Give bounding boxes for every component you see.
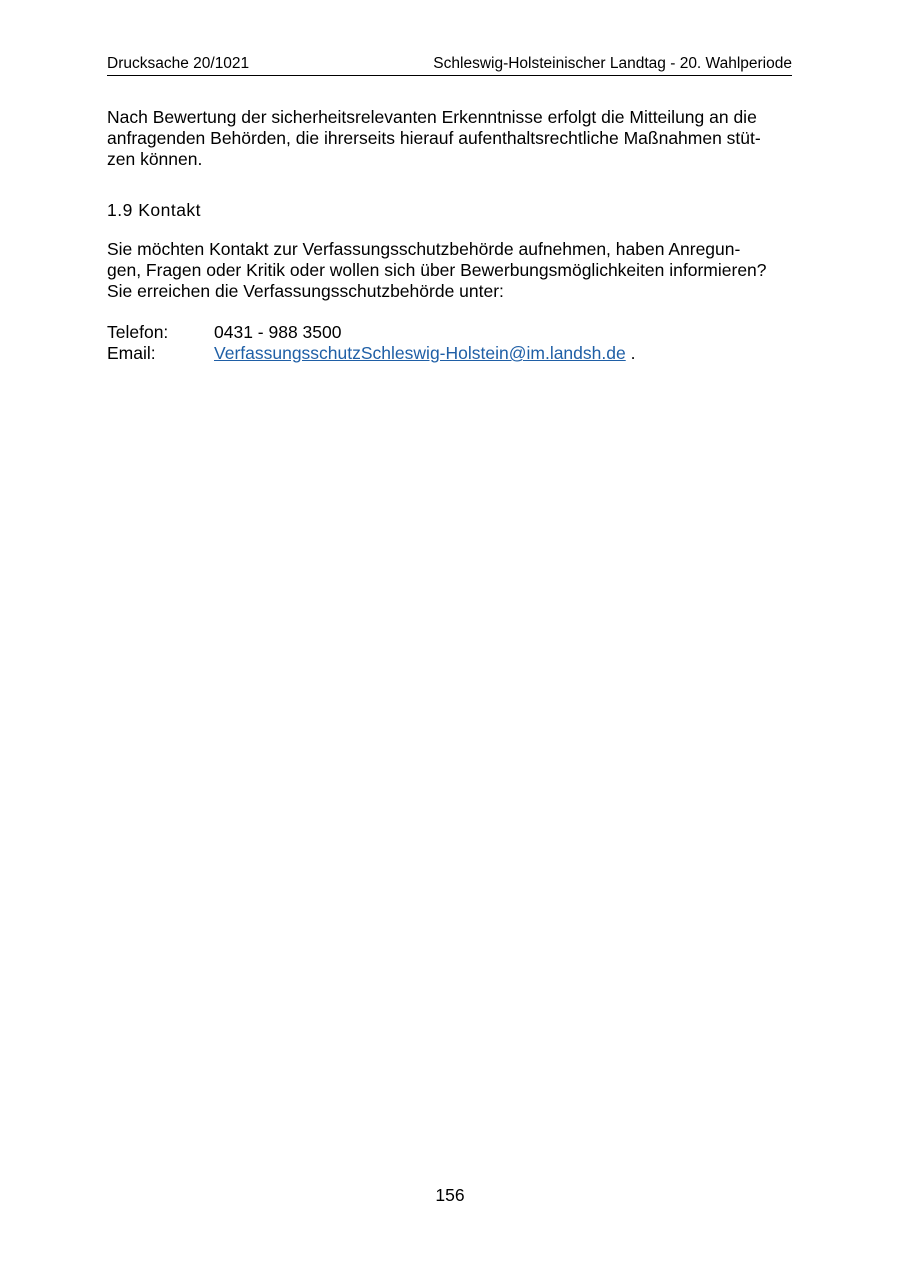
section-heading: 1.9 Kontakt (107, 200, 202, 220)
phone-label: Telefon: (107, 322, 169, 342)
contact-line: Sie möchten Kontakt zur Verfassungsschutzbehörde aufnehmen, haben Anregun- (107, 239, 741, 259)
contact-line: gen, Fragen oder Kritik oder wollen sich über Bewerbungsmöglichkeiten informieren? (107, 260, 767, 280)
email-label: Email: (107, 343, 156, 363)
parliament-period: Schleswig-Holsteinischer Landtag - 20. Wahlperiode (433, 55, 792, 72)
email-value-wrapper (214, 343, 635, 364)
email-suffix: . (625, 343, 636, 363)
intro-line: anfragenden Behörden, die ihrerseits hierauf aufenthaltsrechtliche Maßnahmen stüt- (107, 128, 761, 148)
intro-line: zen können. (107, 149, 203, 169)
contact-paragraph (107, 239, 807, 302)
page-header (107, 55, 792, 76)
email-link[interactable]: VerfassungsschutzSchleswig-Holstein@im.landsh.de (214, 343, 626, 363)
phone-value: 0431 - 988 3500 (214, 322, 342, 342)
contact-line: Sie erreichen die Verfassungsschutzbehörde unter: (107, 281, 504, 301)
document-number: Drucksache 20/1021 (107, 55, 250, 72)
page-number: 156 (435, 1185, 465, 1205)
intro-line: Nach Bewertung der sicherheitsrelevanten Erkenntnisse erfolgt die Mitteilung an die (107, 107, 757, 127)
intro-paragraph (107, 107, 807, 170)
